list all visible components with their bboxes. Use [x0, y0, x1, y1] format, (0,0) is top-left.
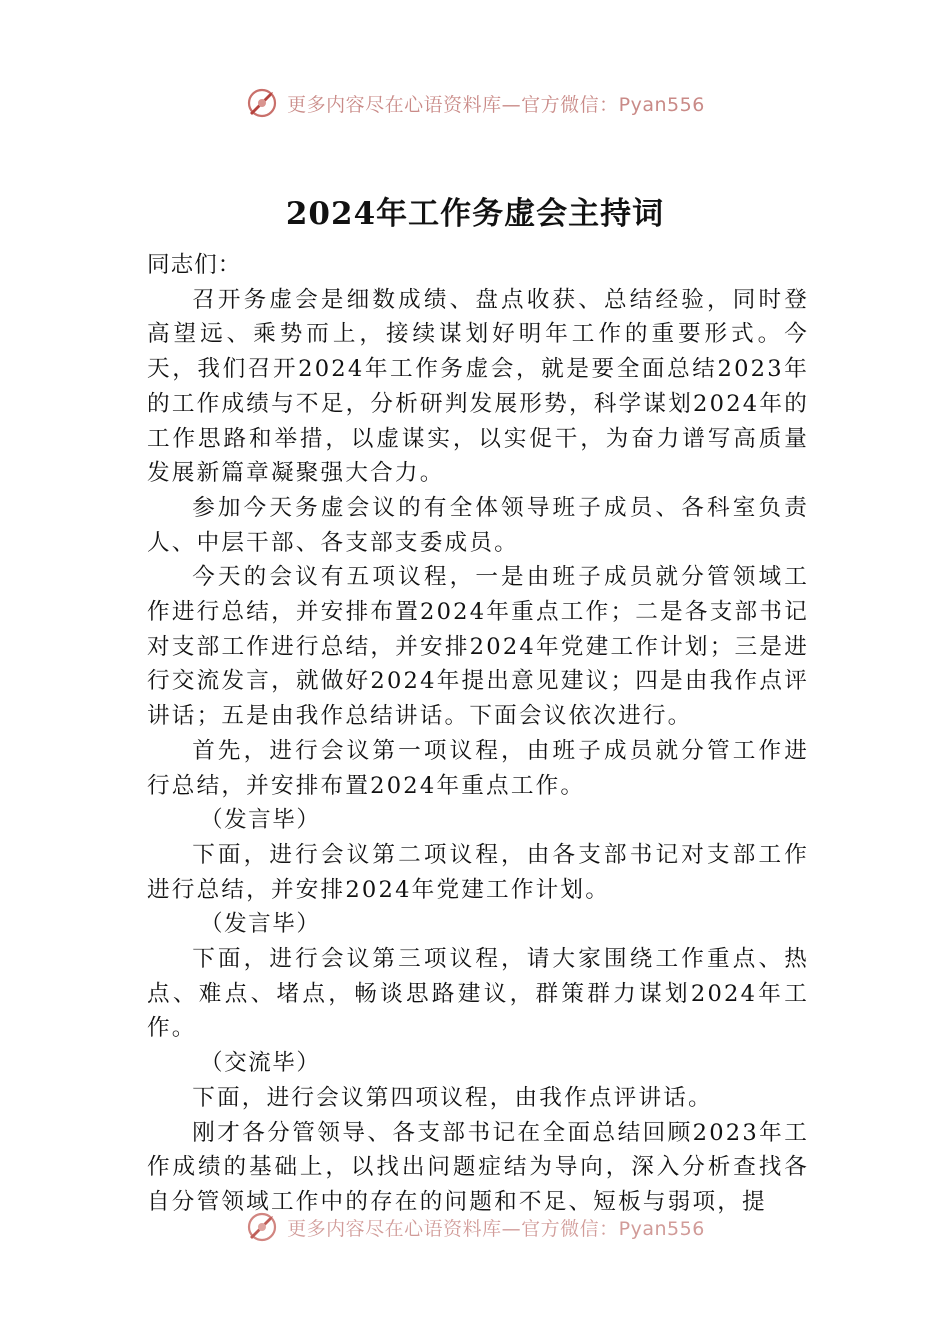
pen-circle-logo-icon [245, 86, 279, 120]
paragraph-review: 刚才各分管领导、各支部书记在全面总结回顾2023年工作成绩的基础上，以找出问题症结为导向，深入分析查找各自分管领域工作中的存在的问题和不足、短板与弱项，提 [147, 1119, 809, 1215]
paragraph-speech-end-1: （发言毕） [200, 807, 321, 834]
paragraph-item-2: 下面，进行会议第二项议程，由各支部书记对支部工作进行总结，并安排2024年党建工作计划。 [147, 841, 809, 903]
watermark-header [0, 86, 950, 120]
paragraph-intro: 召开务虚会是细数成绩、盘点收获、总结经验，同时登高望远、乘势而上，接续谋划好明年工作的重要形式。今天，我们召开2024年工作务虚会，就是要全面总结2023年的工作成绩与不足，分析研判发展形势，科学谋划2024年的工作思路和举措，以虚谋实，以实促干，为奋力谱写高质量发展新篇章凝聚强大合力。 [147, 286, 809, 487]
watermark-text: 更多内容尽在心语资料库—官方微信：Pyan556 [287, 1217, 705, 1240]
pen-circle-logo-icon [245, 1210, 279, 1244]
paragraph-speech-end-2: （发言毕） [200, 911, 321, 938]
greeting: 同志们： [147, 252, 242, 278]
paragraph-exchange-end: （交流毕） [200, 1050, 321, 1077]
paragraph-item-3: 下面，进行会议第三项议程，请大家围绕工作重点、热点、难点、堵点，畅谈思路建议，群策群力谋划2024年工作。 [147, 946, 809, 1042]
paragraph-agenda: 今天的会议有五项议程，一是由班子成员就分管领域工作进行总结，并安排布置2024年重点工作；二是各支部书记对支部工作进行总结，并安排2024年党建工作计划；三是进行交流发言，就做好2024年提出意见建议；四是由我作点评讲话；五是由我作总结讲话。下面会议依次进行。 [147, 564, 809, 730]
watermark-text: 更多内容尽在心语资料库—官方微信：Pyan556 [287, 93, 705, 116]
paragraph-attendees: 参加今天务虚会议的有全体领导班子成员、各科室负责人、中层干部、各支部支委成员。 [147, 494, 809, 556]
watermark-footer [0, 1210, 950, 1244]
paragraph-item-1: 首先，进行会议第一项议程，由班子成员就分管工作进行总结，并安排布置2024年重点工作。 [147, 737, 809, 799]
document-title: 2024年工作务虚会主持词 [285, 196, 665, 232]
paragraph-item-4: 下面，进行会议第四项议程，由我作点评讲话。 [192, 1084, 713, 1111]
document-body [147, 248, 809, 1220]
